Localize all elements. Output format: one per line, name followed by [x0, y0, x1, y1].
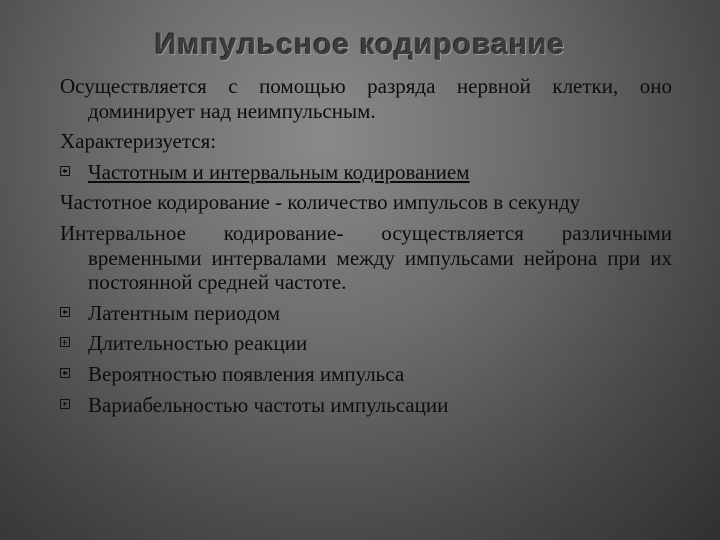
- bullet-item-reaction-duration: [60, 331, 672, 356]
- paragraph-characterized: Характеризуется:: [60, 129, 217, 154]
- bullet-text: Длительностью реакции: [88, 331, 308, 356]
- slide-content: [60, 74, 672, 423]
- slide-title: Импульсное кодирование: [154, 28, 566, 61]
- bullet-text: Частотным и интервальным кодированием: [88, 159, 470, 184]
- square-plus-bullet-icon: [60, 368, 70, 378]
- bullet-item-frequency-variability: [60, 393, 672, 418]
- paragraph-interval-coding: Интервальное кодирование- осуществляется различными временными интервалами между импульсами нейрона при их постоянной средней частоте.: [60, 220, 672, 295]
- square-plus-bullet-icon: [60, 307, 70, 317]
- bullet-text: Латентным периодом: [88, 300, 281, 325]
- square-plus-bullet-icon: [60, 399, 70, 409]
- bullet-item-frequency-interval: [60, 160, 672, 185]
- paragraph-frequency-coding: Частотное кодирование - количество импульсов в секунду: [60, 190, 581, 215]
- square-plus-bullet-icon: [60, 337, 70, 347]
- bullet-text: Вероятностью появления импульса: [88, 361, 405, 386]
- bullet-item-impulse-probability: [60, 362, 672, 387]
- square-plus-bullet-icon: [60, 166, 70, 176]
- bullet-text: Вариабельностью частоты импульсации: [88, 392, 449, 417]
- bullet-item-latent-period: [60, 301, 672, 326]
- paragraph-implementation: Осуществляется с помощью разряда нервной клетки, оно доминирует над неимпульсным.: [60, 74, 672, 123]
